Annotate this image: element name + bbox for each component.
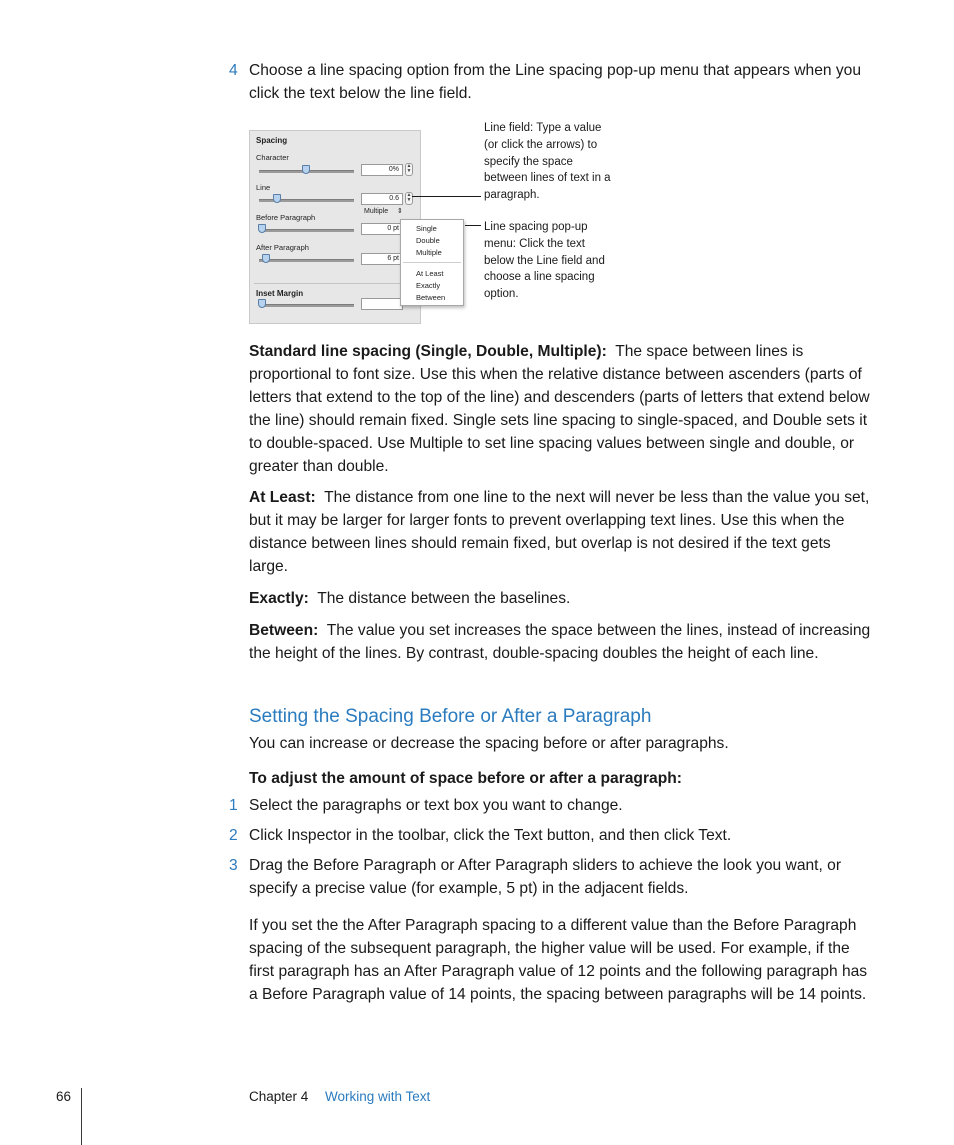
section-intro: You can increase or decrease the spacing before or after paragraphs.	[249, 735, 729, 752]
after-paragraph-field[interactable]: 6 pt	[361, 253, 403, 265]
definition-text: The distance between the baselines.	[317, 590, 571, 607]
definition-text: The space between lines is proportional to font size. Use this when the relative distance between ascenders (parts of letters that extend to the top of the line) and descenders (parts of letters that extend below the line) should remain fixed. Single sets line spacing to single-spaced, and Double sets it to double-spaced. Use Multiple to set line spacing values between single and double, or greater than double.	[249, 343, 870, 475]
definition-term: Exactly:	[249, 590, 309, 607]
step-text: Click Inspector in the toolbar, click the Text button, and then click Text.	[249, 827, 732, 844]
task-heading: To adjust the amount of space before or after a paragraph:	[249, 770, 682, 787]
callout-leader-line-field	[412, 196, 481, 197]
footer-chapter-title-link[interactable]: Working with Text	[325, 1089, 431, 1104]
definition-term: Standard line spacing (Single, Double, Multiple):	[249, 343, 607, 360]
menu-item-double[interactable]: Double	[416, 236, 440, 245]
before-paragraph-field[interactable]: 0 pt	[361, 223, 403, 235]
definition-standard	[249, 340, 871, 478]
inset-margin-slider[interactable]	[259, 304, 354, 307]
after-paragraph-slider[interactable]	[259, 259, 354, 262]
menu-item-single[interactable]: Single	[416, 224, 437, 233]
after-paragraph-thumb[interactable]	[262, 254, 270, 263]
inset-margin-field[interactable]	[361, 298, 403, 310]
page-number: 66	[56, 1089, 72, 1104]
line-spacing-popup-value[interactable]: Multiple	[364, 208, 389, 215]
before-paragraph-thumb[interactable]	[258, 224, 266, 233]
inset-margin-label: Inset Margin	[256, 289, 304, 298]
step-text: Drag the Before Paragraph or After Paragraph sliders to achieve the look you want, or specify a precise value (for example, 5 pt) in the adjacent fields.	[249, 857, 842, 897]
menu-separator	[403, 262, 461, 263]
menu-item-at-least[interactable]: At Least	[416, 269, 444, 278]
menu-item-multiple[interactable]: Multiple	[416, 248, 442, 257]
character-field[interactable]: 0%	[361, 164, 403, 176]
line-field[interactable]: 0.6	[361, 193, 403, 205]
definition-text: The distance from one line to the next will never be less than the value you set, but it may be larger for larger fonts to prevent overlapping text lines. Use this when the distance between lines should remain fixed, but overlap is not desired if the text gets large.	[249, 489, 870, 575]
definition-exactly	[249, 587, 871, 610]
definition-at-least	[249, 486, 871, 578]
menu-item-between[interactable]: Between	[416, 293, 446, 302]
after-paragraph-label: After Paragraph	[256, 243, 309, 252]
section-heading: Setting the Spacing Before or After a Paragraph	[249, 706, 652, 727]
footer-divider	[81, 1088, 82, 1145]
closing-paragraph: If you set the the After Paragraph spacing to a different value than the Before Paragraph spacing of the subsequent paragraph, the higher value will be used. For example, if the first paragraph has an After Paragraph value of 12 points and the following paragraph has a Before Paragraph value of 14 points, the spacing between paragraphs will be 14 points.	[249, 917, 868, 1003]
character-label: Character	[256, 153, 289, 162]
definition-term: Between:	[249, 622, 319, 639]
popup-arrows-icon[interactable]: ⇕	[397, 208, 403, 215]
menu-item-exactly[interactable]: Exactly	[416, 281, 441, 290]
line-spacing-popup-menu[interactable]	[400, 219, 464, 306]
line-label: Line	[256, 183, 271, 192]
step-text: Select the paragraphs or text box you want to change.	[249, 797, 623, 814]
step-number: 4	[229, 62, 238, 79]
before-paragraph-slider[interactable]	[259, 229, 354, 232]
footer-chapter: Chapter 4	[249, 1089, 309, 1104]
spacing-inspector-panel	[249, 130, 421, 324]
step-number: 2	[229, 827, 238, 844]
line-slider-thumb[interactable]	[273, 194, 281, 203]
definition-term: At Least:	[249, 489, 316, 506]
step-number: 3	[229, 857, 238, 874]
panel-divider	[254, 283, 416, 284]
definition-between	[249, 619, 871, 665]
step-text: Choose a line spacing option from the Line spacing pop-up menu that appears when you click the text below the line field.	[249, 62, 862, 102]
callout-line-field: Line field: Type a value (or click the arrows) to specify the space between lines of text in a paragraph.	[484, 122, 611, 202]
callout-popup-menu: Line spacing pop-up menu: Click the text below the Line field and choose a line spacing option.	[484, 221, 605, 301]
inset-margin-thumb[interactable]	[258, 299, 266, 308]
before-paragraph-label: Before Paragraph	[256, 213, 316, 222]
character-slider-thumb[interactable]	[302, 165, 310, 174]
line-stepper[interactable]: ▲ ▼	[406, 192, 412, 203]
spacing-label: Spacing	[256, 136, 288, 145]
callout-leader-popup	[465, 225, 481, 226]
definition-text: The value you set increases the space between the lines, instead of increasing the height of the lines. By contrast, double-spacing doubles the height of each line.	[249, 622, 871, 662]
step-number: 1	[229, 797, 238, 814]
character-stepper[interactable]: ▲ ▼	[406, 163, 412, 174]
